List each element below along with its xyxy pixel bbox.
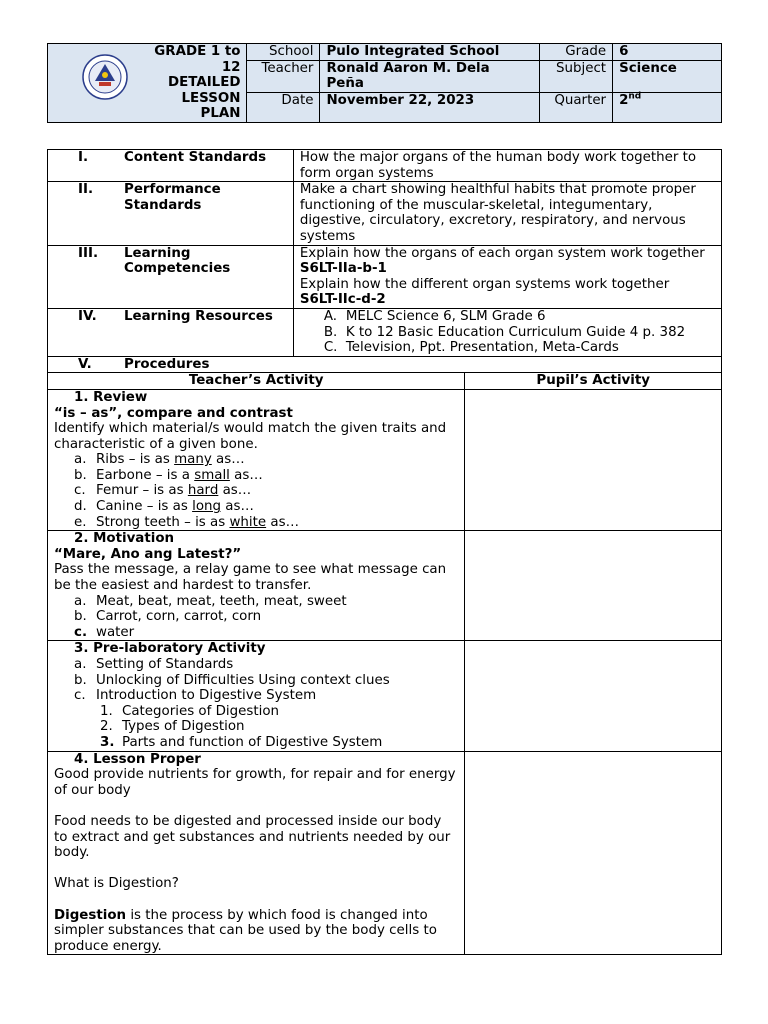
header-table <box>47 43 722 123</box>
quarter-value <box>613 92 722 122</box>
paragraph: Food needs to be digested and processed inside our body to extract and get substances and nutrients needed by our body. <box>54 813 451 861</box>
list-text: Canine – is as <box>96 499 193 515</box>
list-text: water <box>96 624 135 640</box>
section-label <box>48 245 294 308</box>
section-title: Competencies <box>124 261 231 277</box>
subject-value: Science <box>613 60 722 92</box>
step-subtitle: “Mare, Ano ang Latest?” <box>54 546 242 562</box>
title-cell <box>48 44 247 123</box>
list-text: Types of Digestion <box>122 719 245 735</box>
list-marker: 1. <box>100 703 113 719</box>
competency-text: Explain how the organs of each organ system work together <box>299 245 705 261</box>
paragraph: What is Digestion? <box>54 876 179 892</box>
step-intro: Pass the message, a relay game to see what message can be the easiest and hardest to transfer. <box>54 562 447 594</box>
section-number: V. <box>78 356 92 372</box>
list-text: Categories of Digestion <box>122 703 279 719</box>
list-marker: a. <box>74 657 87 672</box>
title-line: GRADE 1 to <box>154 44 241 59</box>
list-text: Unlocking of Difficulties Using context clues <box>96 672 390 688</box>
competency-text: Explain how the different organ systems work together <box>299 276 670 292</box>
defined-term: Digestion <box>54 907 127 923</box>
pupil-activity-cell <box>465 751 722 955</box>
teacher-activity-header: Teacher’s Activity <box>48 373 465 390</box>
prelab-cell <box>48 641 465 751</box>
section-label <box>48 182 294 245</box>
list-marker: B. <box>323 324 338 340</box>
list-marker: c. <box>74 483 86 499</box>
step-heading: 1. Review <box>74 389 148 405</box>
underlined-word: small <box>194 467 230 483</box>
list-text: MELC Science 6, SLM Grade 6 <box>345 308 546 324</box>
underlined-word: many <box>174 452 212 468</box>
section-title: Standards <box>124 197 202 213</box>
section-title: Learning Resources <box>124 308 273 324</box>
section-number: III. <box>78 245 99 261</box>
list-item <box>54 515 458 531</box>
list-text: as… <box>218 483 252 499</box>
school-label: School <box>247 44 320 61</box>
resources-list <box>293 308 721 356</box>
list-text: Introduction to Digestive System <box>96 688 317 704</box>
section-title: Learning <box>124 245 191 261</box>
quarter-number: 2 <box>619 92 629 108</box>
definition-text: is the process by which food is changed into simpler substances that can be used by the body cells to produce energy. <box>54 907 437 954</box>
list-text: Femur – is as <box>96 483 188 499</box>
title-line: PLAN <box>200 106 241 122</box>
step-heading: 2. Motivation <box>74 531 175 547</box>
sub-list-item <box>54 735 458 751</box>
date-label: Date <box>247 92 320 122</box>
list-item <box>54 483 458 499</box>
list-text: Meat, beat, meat, teeth, meat, sweet <box>96 593 347 609</box>
section-title: Procedures <box>124 356 210 372</box>
list-text: as… <box>229 467 263 483</box>
list-text: K to 12 Basic Education Curriculum Guide 4 p. 382 <box>345 324 686 340</box>
section-label <box>48 308 294 356</box>
list-marker: A. <box>323 308 338 324</box>
list-marker: b. <box>74 467 87 483</box>
teacher-label: Teacher <box>247 60 320 92</box>
list-text: Television, Ppt. Presentation, Meta-Cards <box>345 340 619 356</box>
grade-value: 6 <box>613 44 722 61</box>
lesson-table <box>47 149 722 955</box>
paragraph: Good provide nutrients for growth, for repair and for energy of our body <box>54 767 456 798</box>
step-heading: 4. Lesson Proper <box>74 751 201 767</box>
quarter-suffix: nd <box>628 91 642 102</box>
list-marker: c. <box>74 688 86 704</box>
title-line: LESSON <box>181 90 241 106</box>
section-label <box>48 150 294 182</box>
section-label <box>48 356 722 373</box>
list-marker: C. <box>323 340 338 356</box>
list-item <box>324 309 715 325</box>
section-number: II. <box>78 182 94 198</box>
spacer <box>54 798 458 814</box>
sub-list-item <box>54 719 458 735</box>
teacher-line: Peña <box>326 76 364 92</box>
list-marker: d. <box>74 499 87 515</box>
competency-code: S6LT-IIc-d-2 <box>299 292 386 308</box>
section-title: Performance <box>124 182 221 198</box>
list-item <box>54 452 458 468</box>
list-marker: c. <box>74 624 88 640</box>
sub-list-item <box>54 704 458 720</box>
list-text: Setting of Standards <box>96 657 234 672</box>
teacher-line: Ronald Aaron M. Dela <box>326 60 490 76</box>
motivation-cell <box>48 531 465 641</box>
grade-label: Grade <box>540 44 613 61</box>
list-item <box>54 673 458 689</box>
list-marker: e. <box>74 514 87 530</box>
review-cell <box>48 389 465 530</box>
section-number: IV. <box>78 308 97 324</box>
list-marker: 3. <box>100 734 115 750</box>
list-text: Parts and function of Digestive System <box>122 734 383 750</box>
pupil-activity-cell <box>465 531 722 641</box>
section-title: Content Standards <box>124 150 267 165</box>
list-text: as… <box>221 499 254 515</box>
lesson-proper-cell <box>48 751 465 955</box>
list-text: Carrot, corn, carrot, corn <box>96 609 262 625</box>
step-heading: 3. Pre-laboratory Activity <box>74 641 266 657</box>
teacher-value <box>320 60 540 92</box>
underlined-word: white <box>229 514 267 530</box>
content-standards-text: How the major organs of the human body work together to form organ systems <box>293 150 721 182</box>
list-item <box>54 625 458 641</box>
title-line: DETAILED <box>167 75 241 91</box>
pupil-activity-cell <box>465 641 722 751</box>
performance-standards-text: Make a chart showing healthful habits that promote proper functioning of the muscular-skeletal, integumentary, digestive, circulatory, excretory, respiratory, and nervous systems <box>293 182 721 245</box>
paragraph <box>54 908 458 955</box>
list-marker: a. <box>74 593 87 609</box>
list-item <box>54 468 458 484</box>
step-intro: Identify which material/s would match the given traits and characteristic of a given bone. <box>54 421 447 452</box>
list-item <box>54 609 458 625</box>
list-text: as… <box>266 514 299 530</box>
subject-label: Subject <box>540 60 613 92</box>
list-item <box>54 594 458 610</box>
step-subtitle: “is – as”, compare and contrast <box>54 405 293 421</box>
date-value: November 22, 2023 <box>320 92 540 122</box>
list-marker: b. <box>74 672 87 688</box>
list-text: Earbone – is a <box>96 467 195 483</box>
list-item <box>324 325 715 341</box>
competencies-text <box>293 245 721 308</box>
pupil-activity-header: Pupil’s Activity <box>465 373 722 390</box>
spacer <box>54 861 458 877</box>
list-item <box>54 688 458 704</box>
list-item <box>54 499 458 515</box>
section-number: I. <box>78 150 89 165</box>
list-text: Ribs – is as <box>96 452 175 468</box>
spacer <box>54 892 458 908</box>
underlined-word: hard <box>187 483 219 499</box>
list-marker: b. <box>74 609 87 625</box>
list-marker: 2. <box>100 719 113 735</box>
quarter-label: Quarter <box>540 92 613 122</box>
list-text: as… <box>211 452 245 468</box>
competency-code: S6LT-IIa-b-1 <box>299 261 387 277</box>
title-line: 12 <box>221 59 241 75</box>
list-marker: a. <box>74 452 87 468</box>
list-text: Strong teeth – is as <box>96 514 230 530</box>
list-item <box>54 657 458 673</box>
school-value: Pulo Integrated School <box>320 44 540 61</box>
list-item <box>324 340 715 356</box>
pupil-activity-cell <box>465 389 722 530</box>
underlined-word: long <box>192 499 221 515</box>
